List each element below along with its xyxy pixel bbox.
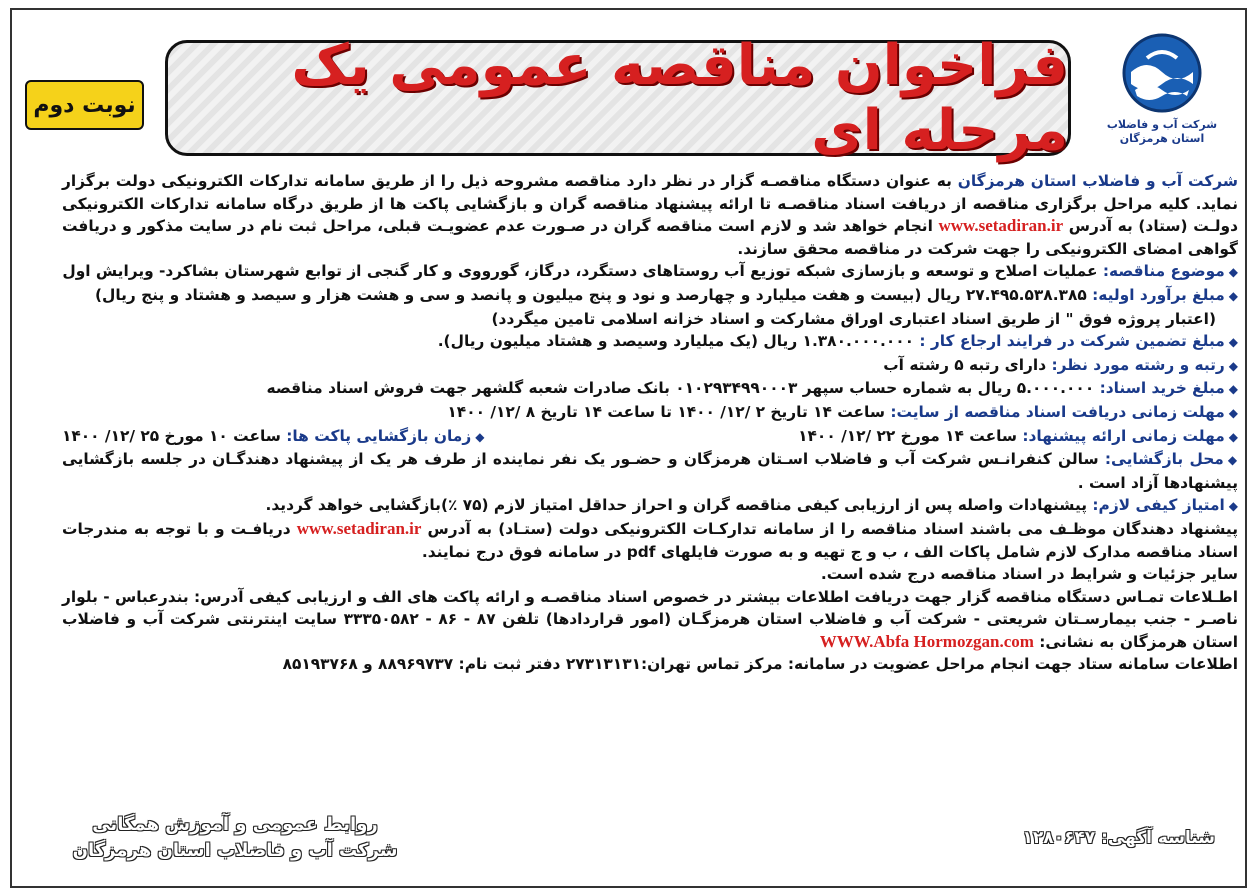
guarantee-value: ۱.۳۸۰.۰۰۰.۰۰۰ ریال (یک میلیارد وسیصد و هشتاد میلیون ریال). (437, 332, 920, 351)
notice-body (62, 170, 1238, 785)
docs-deadline-value: ساعت ۱۴ تاریخ ۲ /۱۲/ ۱۴۰۰ تا ساعت ۱۴ تاریخ ۸ /۱۲/ ۱۴۰۰ (447, 402, 891, 421)
opening-place-label: محل بازگشایی: (1104, 450, 1224, 469)
p1-text-c: در سامانه فوق درج نمایند. (421, 542, 627, 561)
subject-label: موضوع مناقصه: (1102, 262, 1225, 281)
details-paragraph: سایر جزئیات و شرایط در اسناد مناقصه درج شده است. (820, 565, 1238, 584)
deadline-row (62, 425, 1238, 449)
opening-place-value: سالن کنفرانـس شرکت آب و فاضلاب اسـتان هرمزگان و حضـور یک نفر نماینده از طرف هر یک از پیشنهاد دهندگـان در جلسه بازگشایی پیشنهادها آزاد است . (62, 450, 1238, 492)
quality-item (62, 494, 1238, 518)
organizer-name: شرکت آب و فاضلاب استان هرمزگان (957, 172, 1238, 190)
opening-time-label: زمان بازگشایی پاکت ها: (286, 426, 472, 445)
bullet-arrow-icon: ◆ (1228, 265, 1238, 280)
estimate-item (62, 284, 1238, 308)
water-drop-logo-icon (1117, 28, 1207, 118)
bullet-arrow-icon: ◆ (475, 429, 485, 444)
intro-text-b: انجام خواهد شد و لازم است مناقصه گران در صـورت عدم عضویـت قبلی، مراحل ثبت نام در سایت مذکور و دریافت گواهی امضای الکترونیکی را جهت شرکت در مناقصه محقق سازند. (62, 217, 1238, 258)
company-logo (1097, 28, 1227, 158)
guarantee-item (62, 330, 1238, 354)
estimate-note: (اعتبار پروژه فوق " از طریق اسناد اعتباری اوراق مشارکت و اسناد خزانه اسلامی تامین میگردد) (491, 309, 1216, 328)
subject-value: عملیات اصلاح و توسعه و بازسازی شبکه توزیع آب روستاهای دستگرد، درگاز، گورووی و کار گنجی از توابع شهرستان بشاکرد- ویرایش اول (62, 262, 1103, 281)
grade-value: دارای رتبه ۵ رشته آب (883, 355, 1052, 374)
quality-value: پیشنهادات واصله پس از ارزیابی کیفی مناقصه گران و احراز حداقل امتیاز لازم (۷۵ ٪)بازگشایی خواهد گردید. (265, 496, 1093, 515)
submit-deadline-value: ساعت ۱۴ مورخ ۲۲ /۱۲/ ۱۴۰۰ (798, 426, 1023, 445)
setadiran-link[interactable]: www.setadiran.ir (938, 216, 1064, 236)
purchase-label: مبلغ خرید اسناد: (1099, 379, 1225, 398)
setadiran-link-2[interactable]: www.setadiran.ir (296, 518, 422, 538)
purchase-item (62, 377, 1238, 401)
guarantee-label: مبلغ تضمین شرکت در فرایند ارجاع کار : (919, 332, 1225, 351)
docs-deadline-label: مهلت زمانی دریافت اسناد مناقصه از سایت: (890, 402, 1225, 421)
estimate-label: مبلغ برآورد اولیه: (1092, 285, 1225, 304)
pr-line1: روابط عمومی و آموزش همگانی (92, 814, 378, 835)
bullet-arrow-icon: ◆ (1228, 429, 1238, 444)
page-title: فراخوان مناقصه عمومی یک مرحله ای (291, 33, 1068, 163)
p1-text-b: دریافـت و با توجه به مندرجات اسناد مناقصه مدارک لازم شامل پاکات الف ، ب و ج تهیه و به صورت فایلهای (62, 519, 1238, 561)
submit-deadline-item (798, 425, 1238, 449)
contact-paragraph (62, 586, 1238, 654)
logo-caption-line1: شرکت آب و فاضلاب (1106, 118, 1218, 131)
bullet-arrow-icon: ◆ (1228, 288, 1238, 303)
intro-paragraph (62, 170, 1238, 260)
docs-deadline-item (62, 401, 1238, 425)
footer (25, 800, 1235, 880)
submit-deadline-label: مهلت زمانی ارائه پیشنهاد: (1022, 426, 1225, 445)
pdf-label: pdf (626, 542, 656, 561)
purchase-value: ۵.۰۰۰.۰۰۰ ریال به شماره حساب سپهر ۰۱۰۲۹۳۴۹۹۰۰۰۳ بانک صادرات شعبه گلشهر جهت فروش اسناد مناقصه (266, 379, 1100, 398)
public-relations-signature (65, 812, 405, 864)
opening-time-item (62, 425, 484, 449)
intro-text-a: به عنوان دستگاه مناقصـه گزار در نظر دارد مناقصه مشروحه ذیل را از طریق سامانه تدارکات الکترونیکی دولت برگزار نماید. کلیه مراحل برگزاری مناقصه از دریافت اسناد مناقصـه تا ارائه پیشنهاد مناقصه گران و بازگشایی پاکت ها از طریق درگاه سامانه تدارکات الکترونیکی دولـت (ستاد) به آدرس (62, 172, 1238, 236)
title-box (165, 33, 1071, 163)
ad-id: شناسه آگهی: ۱۲۸۰۶۴۷ (1022, 828, 1215, 848)
bullet-arrow-icon: ◆ (1228, 382, 1238, 397)
bullet-arrow-icon: ◆ (1228, 335, 1238, 350)
p1-text-a: پیشنهاد دهندگان موظـف می باشند اسناد مناقصه را از سامانه تدارکـات الکترونیکی دولت (ستـاد) به آدرس (421, 519, 1238, 538)
bullet-arrow-icon: ◆ (1227, 453, 1239, 468)
abfa-website-link[interactable]: WWW.Abfa Hormozgan.com (819, 631, 1034, 651)
estimate-value: ۲۷.۴۹۵.۵۳۸.۳۸۵ ریال (بیست و هفت میلیارد و چهارصد و نود و پنج میلیون و پانصد و سی و هشت هزار و سیصد و هشتاد و پنج ریال) (94, 285, 1093, 304)
opening-place-item (62, 448, 1238, 494)
bullet-arrow-icon: ◆ (1228, 499, 1238, 514)
submission-paragraph (62, 518, 1238, 563)
p3-text-a: اطـلاعات تمـاس دستگاه مناقصه گزار جهت دریافت اطلاعات بیشتر در خصوص اسناد مناقصـه و ارائه پاکت های الف و ارزیابی کیفی آدرس: بندرعباس - بلوار ناصـر - جنب بیمارسـتان شریعتی - شرکت آب و فاضلاب استان هرمزگـان (امور قراردادها) تلفن ۸۷ - ۸۶ - ۳۳۳۵۰۵۸۲ سایت اینترنتی شرکت آب و فاضلاب استان هرمزگان به نشانی: (62, 587, 1238, 651)
bullet-arrow-icon: ◆ (1228, 405, 1238, 420)
opening-time-value: ساعت ۱۰ مورخ ۲۵ /۱۲/ ۱۴۰۰ (62, 426, 287, 445)
second-round-badge: نوبت دوم (25, 80, 144, 130)
pr-line2: شرکت آب و فاضلاب استان هرمزگان (72, 840, 398, 861)
header (25, 20, 1235, 163)
bullet-arrow-icon: ◆ (1228, 358, 1238, 373)
setad-contact-paragraph: اطلاعات سامانه ستاد جهت انجام مراحل عضویت در سامانه: مرکز تماس تهران:۲۷۳۱۳۱۳۱ دفتر ثبت نام: ۸۸۹۶۹۷۳۷ و ۸۵۱۹۳۷۶۸ (282, 655, 1238, 674)
grade-label: رتبه و رشته مورد نظر: (1051, 355, 1225, 374)
grade-item (62, 354, 1238, 378)
subject-item (62, 260, 1238, 284)
logo-caption-line2: استان هرمزگان (1119, 132, 1205, 145)
quality-label: امتیاز کیفی لازم: (1092, 496, 1225, 515)
